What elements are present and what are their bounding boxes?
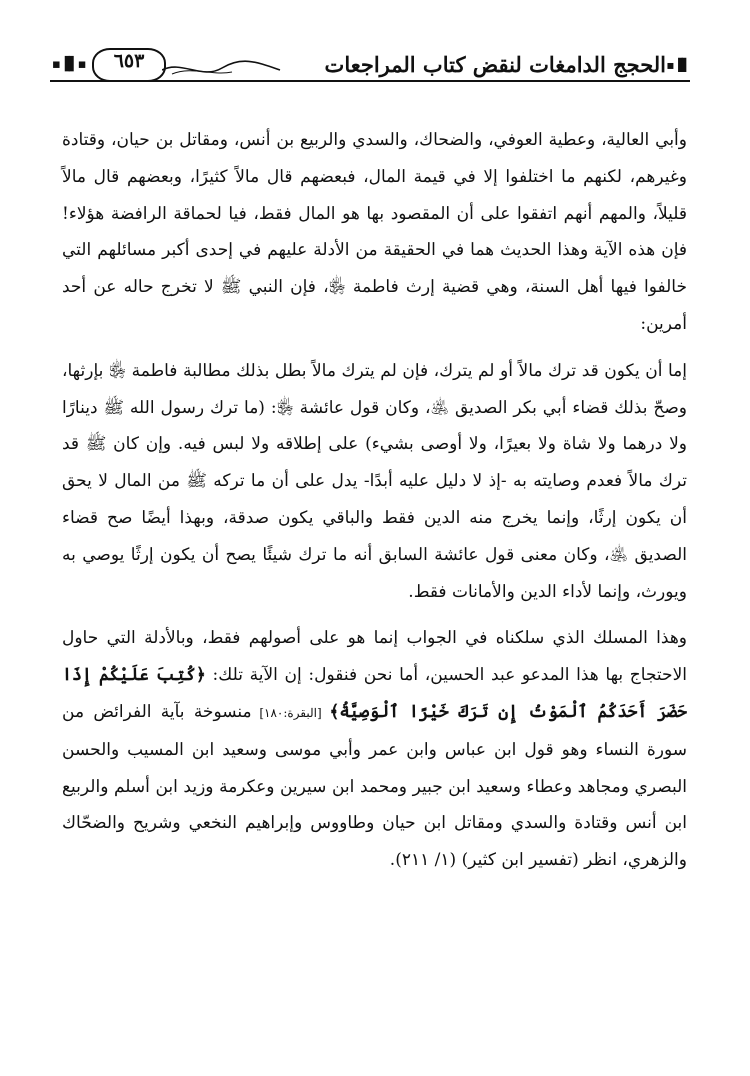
paragraph-1: وأبي العالية، وعطية العوفي، والضحاك، والسدي والربيع بن أنس، ومقاتل بن حيان، وقتادة وغيرهم، لكنهم ما اختلفوا إلا في قيمة المال، فبعضهم قال مالاً كثيرًا، وبعضهم قال مالاً قليلاً، والمهم أنهم اتفقوا على أن المقصود بها هو المال فقط، فيا لحماقة الرافضة هؤلاء! فإن هذه الآية وهذا الحديث هما في الحقيقة من الأدلة عليهم في إحدى أكبر مسائلهم التي خالفوا فيها أهل السنة، وهي قضية إرث فاطمة ﵂، فإن النبي ﷺ لا تخرج حاله عن أحد أمرين: — [62, 130, 687, 334]
running-title: الحجج الدامغات لنقض كتاب المراجعات — [324, 52, 666, 77]
paragraph-3-rest: منسوخة بآية الفرائض من سورة النساء وهو قول ابن عباس وابن عمر وأبي موسى وسعيد ابن المسيب والحسن البصري ومجاهد وعطاء وسعيد ابن جبير ومحمد ابن سيرين وعكرمة وزيد ابن أسلم والربيع ابن أنس وقتادة والسدي ومقاتل ابن حيان وطاووس وإبراهيم النخعي وشريح والضحّاك والزهري، انظر (تفسير ابن كثير) (١/ ٢١١). — [62, 701, 687, 871]
header-ornament-start: ▪▐▌▪ — [52, 57, 86, 72]
main-text — [62, 122, 687, 879]
paragraph-3 — [62, 620, 687, 879]
verse-reference: [البقرة:١٨٠] — [251, 705, 330, 720]
page-header — [50, 46, 690, 84]
page-number-badge — [92, 48, 182, 82]
flourish-ornament-icon — [162, 58, 282, 78]
page-number: ٦٥٣ — [113, 50, 145, 72]
quran-verse: ﴿كُتِبَ عَلَيْكُمْ إِذَا حَضَرَ أَحَدَكُمُ ٱلْمَوْتُ إِن تَرَكَ خَيْرًا ٱلْوَصِيَّةُ﴾ — [62, 665, 687, 722]
paragraph-2: إما أن يكون قد ترك مالاً أو لم يترك، فإن لم يترك مالاً بطل بذلك مطالبة فاطمة ﵂ بإرثها، وصحّ بذلك قضاء أبي بكر الصديق ﵁، وكان قول عائشة ﵂: (ما ترك رسول الله ﷺ دينارًا ولا درهما ولا شاة ولا بعيرًا، ولا أوصى بشيء) على إطلاقه ولا لبس فيه. وإن كان ﷺ قد ترك مالاً فعدم وصايته به -إذ لا دليل عليه أبدًا- يدل على أن ما تركه ﷺ من المال لا يحق أن يكون إرثًا، وإنما يخرج منه الدين فقط والباقي يكون صدقة، وبهذا أيضًا صح قضاء الصديق ﵁، وكان معنى قول عائشة السابق أنه ما ترك شيئًا يصح أن يكون إرثًا يوصي به ويورث، وإنما لأداء الدين والأمانات فقط. — [62, 360, 687, 602]
paragraph-3-intro: وهذا المسلك الذي سلكناه في الجواب إنما هو على أصولهم فقط، وبالأدلة التي حاول الاحتجاج بها هذا المدعو عبد الحسين، أما نحن فنقول: إن الآية تلك: — [62, 628, 687, 686]
header-ornament-end: ▪▐▌ — [666, 58, 690, 72]
